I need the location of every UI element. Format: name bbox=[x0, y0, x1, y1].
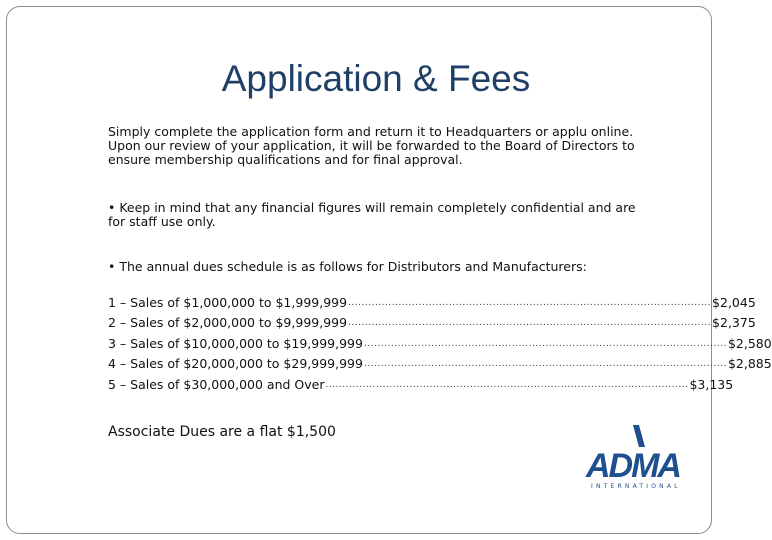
logo-subtext: INTERNATIONAL bbox=[591, 483, 681, 490]
page-title: Application & Fees bbox=[221, 58, 531, 99]
dues-tier-label: 2 – Sales of $2,000,000 to $9,999,999 bbox=[108, 315, 348, 331]
dues-schedule-bullet: • The annual dues schedule is as follows for Distributors and Manufacturers: bbox=[108, 259, 587, 274]
intro-paragraph: Simply complete the application form and return it to Headquarters or applu online. Upon our review of your application, it will be forwarded to the Board of Directors to ensure membership qualifications and for final approval. bbox=[108, 124, 635, 167]
dues-row bbox=[108, 292, 756, 313]
dues-amount: $2,045 bbox=[712, 294, 756, 310]
dot-leader: ............................................................................................................ bbox=[348, 318, 712, 328]
dues-row bbox=[108, 333, 772, 354]
dues-schedule bbox=[108, 292, 772, 395]
dues-row bbox=[108, 354, 772, 375]
adma-logo bbox=[583, 425, 698, 495]
associate-dues: Associate Dues are a flat $1,500 bbox=[108, 424, 336, 440]
logo-text: ADMA bbox=[586, 447, 680, 485]
dues-tier-label: 1 – Sales of $1,000,000 to $1,999,999 bbox=[108, 294, 348, 310]
dues-amount: $3,135 bbox=[689, 376, 734, 392]
dues-row bbox=[108, 374, 734, 395]
dues-tier-label: 4 – Sales of $20,000,000 to $29,999,999 bbox=[108, 356, 363, 372]
dues-amount: $2,580 bbox=[727, 335, 772, 351]
dues-row bbox=[108, 313, 756, 334]
dues-tier-label: 3 – Sales of $10,000,000 to $19,999,999 bbox=[108, 335, 363, 351]
dues-amount: $2,885 bbox=[727, 356, 772, 372]
confidentiality-bullet: • Keep in mind that any financial figures will remain completely confidential and are for staff use only. bbox=[108, 200, 636, 229]
dues-tier-label: 5 – Sales of $30,000,000 and Over bbox=[108, 376, 325, 392]
dues-amount: $2,375 bbox=[712, 315, 756, 331]
dot-leader: ............................................................................................................ bbox=[363, 359, 727, 369]
dot-leader: ............................................................................................................ bbox=[363, 338, 727, 349]
dot-leader: ............................................................................................................ bbox=[325, 379, 689, 390]
dot-leader: ............................................................................................................ bbox=[348, 297, 712, 308]
